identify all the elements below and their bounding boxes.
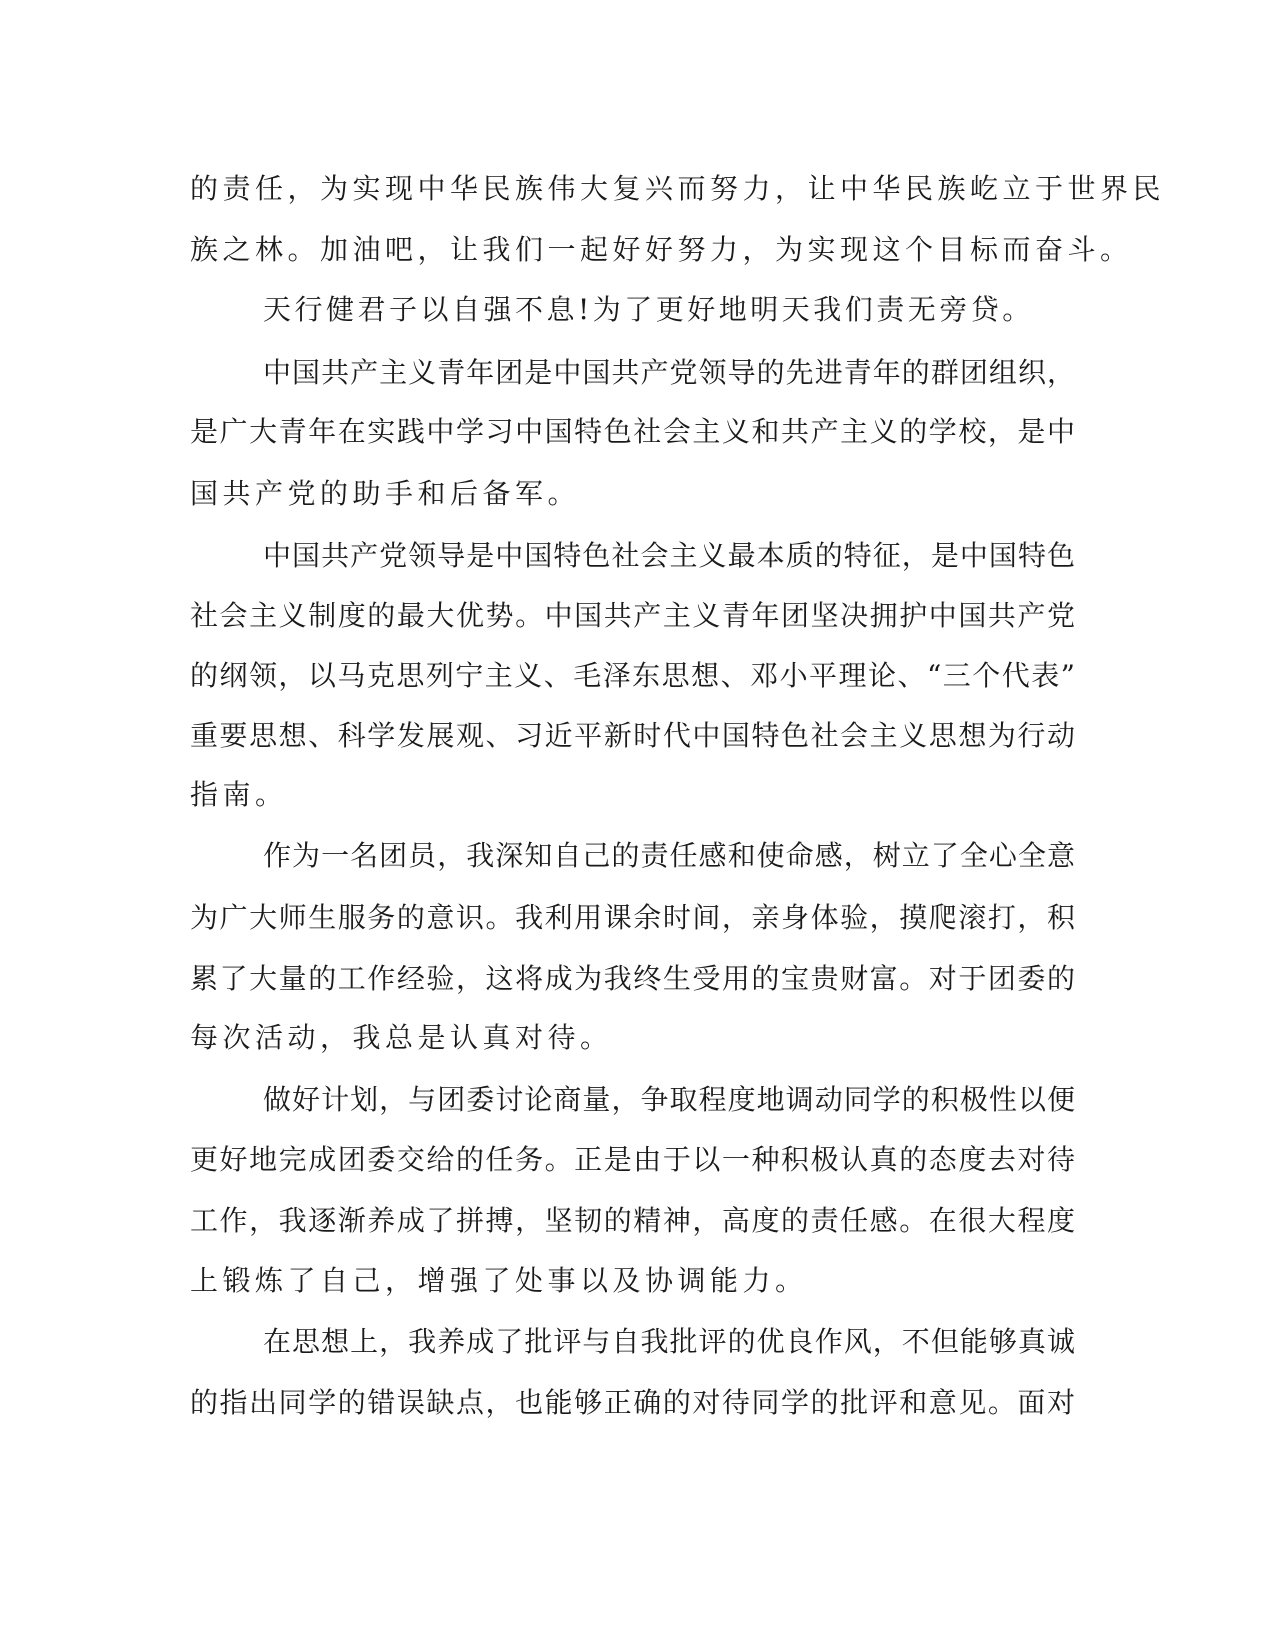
text-line: 为广大师生服务的意识。我利用课余时间，亲身体验，摸爬滚打，积 <box>190 901 1075 934</box>
text-line: 指南。 <box>190 778 288 811</box>
text-line: 的纲领，以马克思列宁主义、毛泽东思想、邓小平理论、“三个代表” <box>190 659 1075 692</box>
text-line: 每次活动，我总是认真对待。 <box>190 1021 613 1054</box>
paragraph-first-line: 在思想上，我养成了批评与自我批评的优良作风，不但能够真诚 <box>263 1325 1075 1358</box>
text-line: 的指出同学的错误缺点，也能够正确的对待同学的批评和意见。面对 <box>190 1386 1075 1419</box>
text-line: 更好地完成团委交给的任务。正是由于以一种积极认真的态度去对待 <box>190 1143 1075 1176</box>
text-line: 重要思想、科学发展观、习近平新时代中国特色社会主义思想为行动 <box>190 719 1075 752</box>
text-line: 社会主义制度的最大优势。中国共产主义青年团坚决拥护中国共产党 <box>190 599 1075 632</box>
paragraph-first-line: 做好计划，与团委讨论商量，争取程度地调动同学的积极性以便 <box>263 1083 1075 1116</box>
text-line: 累了大量的工作经验，这将成为我终生受用的宝贵财富。对于团委的 <box>190 962 1075 995</box>
paragraph-first-line: 作为一名团员，我深知自己的责任感和使命感，树立了全心全意 <box>263 839 1075 872</box>
text-line: 国共产党的助手和后备军。 <box>190 477 581 510</box>
text-line: 族之林。加油吧，让我们一起好好努力，为实现这个目标而奋斗。 <box>190 233 1133 266</box>
paragraph-first-line: 中国共产党领导是中国特色社会主义最本质的特征，是中国特色 <box>263 539 1075 572</box>
text-line: 工作，我逐渐养成了拼搏，坚韧的精神，高度的责任感。在很大程度 <box>190 1204 1075 1237</box>
text-line: 是广大青年在实践中学习中国特色社会主义和共产主义的学校，是中 <box>190 415 1075 448</box>
paragraph-first-line: 中国共产主义青年团是中国共产党领导的先进青年的群团组织， <box>263 356 1075 389</box>
text-line: 的责任，为实现中华民族伟大复兴而努力，让中华民族屹立于世界民 <box>190 172 1166 205</box>
paragraph-first-line: 天行健君子以自强不息!为了更好地明天我们责无旁贷。 <box>263 293 1034 326</box>
text-line: 上锻炼了自己，增强了处事以及协调能力。 <box>190 1264 808 1297</box>
